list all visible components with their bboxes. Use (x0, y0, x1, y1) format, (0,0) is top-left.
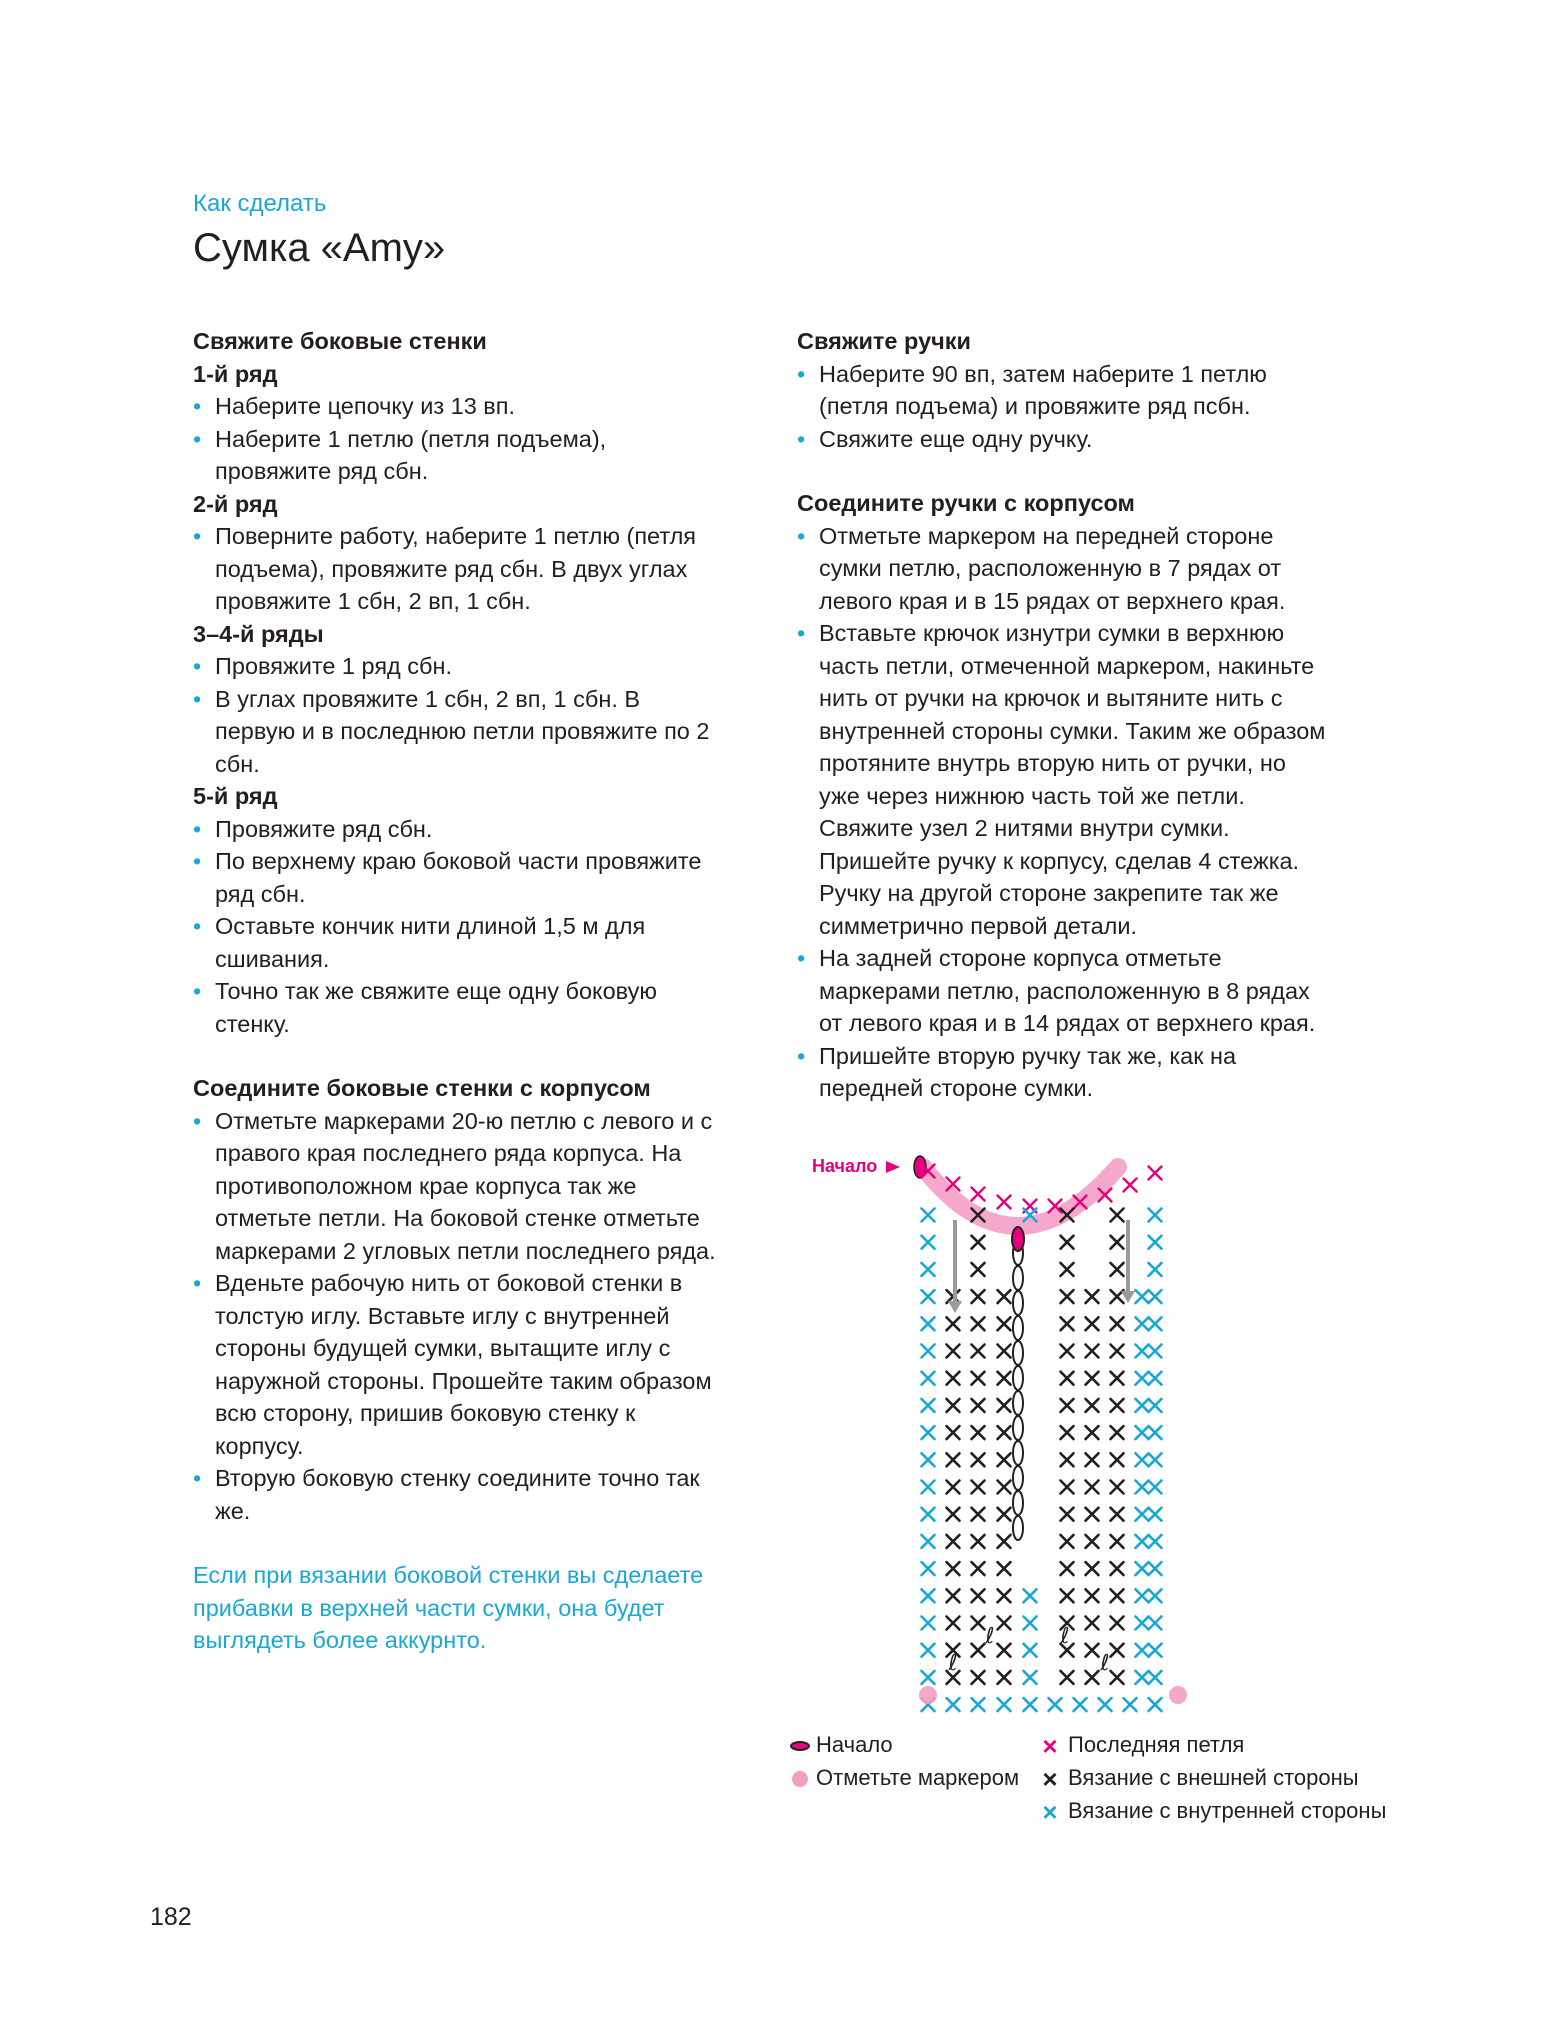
stitch-cross (998, 1481, 1011, 1494)
stitch-cross (1086, 1399, 1099, 1412)
stitch-cross (1149, 1290, 1162, 1303)
stitch-cross (972, 1188, 985, 1201)
page-number: 182 (150, 1903, 192, 1931)
stitch-cross (1111, 1508, 1124, 1521)
stitch-cross (947, 1345, 960, 1358)
chain-stitch (1013, 1391, 1023, 1415)
stitch-cross (1086, 1589, 1099, 1602)
stitch-cross (1149, 1263, 1162, 1276)
stitch-cross (1061, 1508, 1074, 1521)
stitch-cross (1149, 1535, 1162, 1548)
stitch-cross (1111, 1535, 1124, 1548)
stitch-cross (1086, 1562, 1099, 1575)
stitch-cross (1111, 1317, 1124, 1330)
stitch-grid (922, 1165, 1162, 1712)
stitch-cross (1061, 1426, 1074, 1439)
stitch-cross (1149, 1671, 1162, 1684)
sides-heading: Свяжите боковые стенки (193, 328, 487, 354)
legend-start (790, 1728, 893, 1761)
chain-stitch (1013, 1491, 1023, 1515)
stitch-cross (972, 1535, 985, 1548)
stitch-cross (1149, 1167, 1162, 1180)
pink-cross-icon: × (1042, 1731, 1058, 1762)
stitch-cross (998, 1345, 1011, 1358)
stitch-cross (947, 1399, 960, 1412)
stitch-cross (922, 1317, 935, 1330)
stitch-cross (1086, 1453, 1099, 1466)
left-column (193, 325, 723, 1657)
stitch-cross (998, 1535, 1011, 1548)
stitch-cross (1111, 1644, 1124, 1657)
stitch-cross (947, 1562, 960, 1575)
stitch-cross (1149, 1617, 1162, 1630)
stitch-cross (998, 1317, 1011, 1330)
marker-dot (919, 1686, 937, 1704)
stitch-cross (1149, 1236, 1162, 1249)
legend-start-label: Начало (816, 1732, 893, 1757)
stitch-cross (1086, 1290, 1099, 1303)
stitch-cross (922, 1399, 935, 1412)
list-item: • Свяжите еще одну ручку. (797, 423, 1332, 456)
chain-stitch (1013, 1441, 1023, 1465)
stitch-cross (1136, 1453, 1149, 1466)
stitch-cross (1136, 1290, 1149, 1303)
stitch-cross (1061, 1372, 1074, 1385)
stitch-cross (1136, 1671, 1149, 1684)
attach-list (797, 520, 1332, 1105)
stitch-cross (947, 1535, 960, 1548)
stitch-cross (1024, 1671, 1037, 1684)
legend-outer (1040, 1761, 1359, 1794)
stitch-cross (998, 1426, 1011, 1439)
legend-outer-label: Вязание с внешней стороны (1068, 1765, 1359, 1790)
list-item: • Отметьте маркерами 20-ю петлю с левого и с правого края последнего ряда корпуса. На противоположном крае корпуса так же отметьте петли. На боковой стенке отметьте маркерами 2 угловых петли последнего ряда. (193, 1105, 723, 1268)
stitch-cross (1136, 1317, 1149, 1330)
list-item: • Поверните работу, наберите 1 петлю (петля подъема), провяжите ряд сбн. В двух углах провяжите 1 сбн, 2 вп, 1 сбн. (193, 520, 723, 618)
stitch-cross (1086, 1617, 1099, 1630)
stitch-cross (1061, 1236, 1074, 1249)
stitch-cross (1074, 1698, 1087, 1711)
stitch-cross (998, 1399, 1011, 1412)
black-cross-icon: × (1042, 1764, 1058, 1795)
legend-inner (1040, 1794, 1386, 1827)
stitch-cross (972, 1617, 985, 1630)
stitch-cross (947, 1698, 960, 1711)
stitch-cross (1111, 1399, 1124, 1412)
stitch-cross (1136, 1372, 1149, 1385)
list-item: • Отметьте маркером на передней стороне сумки петлю, расположенную в 7 рядах от левого края и в 15 рядах от верхнего края. (797, 520, 1332, 618)
stitch-cross (1149, 1209, 1162, 1222)
stitch-cross (922, 1426, 935, 1439)
stitch-cross (998, 1644, 1011, 1657)
stitch-cross (922, 1617, 935, 1630)
stitch-cross (1149, 1562, 1162, 1575)
list-item: • По верхнему краю боковой части провяжите ряд сбн. (193, 845, 723, 910)
page-title: Сумка «Amy» (193, 226, 446, 270)
section-kicker: Как сделать (193, 190, 327, 217)
stitch-cross (972, 1236, 985, 1249)
stitch-cross (998, 1290, 1011, 1303)
row-1-title: 1-й ряд (193, 360, 278, 387)
stitch-cross (1049, 1698, 1062, 1711)
stitch-cross (1111, 1372, 1124, 1385)
marker-dot-icon (792, 1771, 808, 1787)
chain-stitch (1013, 1466, 1023, 1490)
stitch-cross (1149, 1399, 1162, 1412)
stitch-cross (998, 1589, 1011, 1602)
stitch-cross (998, 1372, 1011, 1385)
stitch-cross (947, 1508, 960, 1521)
blue-cross-icon: × (1042, 1797, 1058, 1828)
legend-marker (790, 1761, 1019, 1794)
stitch-cross (1149, 1589, 1162, 1602)
stitch-cross (1086, 1345, 1099, 1358)
row-3-4-list (193, 650, 723, 780)
stitch-cross (972, 1644, 985, 1657)
tip-note: Если при вязании боковой стенки вы сделаете прибавки в верхней части сумки, она будет выглядеть более аккурнто. (193, 1562, 704, 1653)
stitch-cross (1136, 1426, 1149, 1439)
stitch-cross (922, 1372, 935, 1385)
stitch-cross (1149, 1644, 1162, 1657)
stitch-cross (1061, 1481, 1074, 1494)
list-item: • Вторую боковую стенку соедините точно так же. (193, 1462, 723, 1527)
stitch-cross (1136, 1508, 1149, 1521)
stitch-cross (922, 1236, 935, 1249)
start-arrow-icon (886, 1161, 900, 1173)
stitch-cross (1136, 1617, 1149, 1630)
stitch-cross (1136, 1399, 1149, 1412)
stitch-cross (972, 1671, 985, 1684)
handle-arc (923, 1167, 1118, 1226)
stitch-cross (1111, 1426, 1124, 1439)
list-item: • Наберите 1 петлю (петля подъема), провяжите ряд сбн. (193, 423, 723, 488)
stitch-cross (1111, 1263, 1124, 1276)
stitch-cross (1061, 1317, 1074, 1330)
stitch-cross (972, 1698, 985, 1711)
list-item: • Пришейте вторую ручку так же, как на передней стороне сумки. (797, 1040, 1332, 1105)
stitch-cross (1149, 1372, 1162, 1385)
stitch-cross (972, 1589, 985, 1602)
stitch-cross (998, 1453, 1011, 1466)
stitch-cross (1024, 1589, 1037, 1602)
chain-stitch (1013, 1366, 1023, 1390)
chain-stitch (1013, 1516, 1023, 1540)
stitch-cross (1024, 1617, 1037, 1630)
diagram-start-label: Начало (812, 1156, 878, 1176)
stitch-cross (1149, 1508, 1162, 1521)
start-stitch (1012, 1227, 1024, 1251)
stitch-cross (947, 1617, 960, 1630)
stitch-cross (1149, 1698, 1162, 1711)
stitch-cross (922, 1345, 935, 1358)
stitch-cross (1136, 1644, 1149, 1657)
chain-stitch (1013, 1416, 1023, 1440)
stitch-cross (1086, 1508, 1099, 1521)
list-item: • Провяжите 1 ряд сбн. (193, 650, 723, 683)
stitch-cross (1136, 1535, 1149, 1548)
legend-last-loop-label: Последняя петля (1068, 1732, 1245, 1757)
row-3-4-title: 3–4-й ряды (193, 620, 324, 647)
stitch-cross (1111, 1671, 1124, 1684)
stitch-cross (998, 1671, 1011, 1684)
chain-stitch (1013, 1341, 1023, 1365)
stitch-cross (1086, 1426, 1099, 1439)
stitch-cross (972, 1426, 985, 1439)
handles-heading: Свяжите ручки (797, 328, 972, 354)
attach-heading: Соедините ручки с корпусом (797, 490, 1135, 516)
stitch-cross (947, 1453, 960, 1466)
stitch-cross (1061, 1290, 1074, 1303)
corner-loop-icon: ℓ (1060, 1624, 1070, 1649)
stitch-cross (1111, 1209, 1124, 1222)
stitch-cross (922, 1535, 935, 1548)
stitch-cross (1086, 1671, 1099, 1684)
stitch-cross (1086, 1481, 1099, 1494)
stitch-cross (972, 1508, 985, 1521)
row-1-list (193, 390, 723, 488)
row-2-list (193, 520, 723, 618)
stitch-cross (1136, 1481, 1149, 1494)
crochet-diagram (790, 1135, 1210, 1715)
stitch-cross (1061, 1263, 1074, 1276)
list-item: • В углах провяжите 1 сбн, 2 вп, 1 сбн. В первую и в последнюю петли провяжите по 2 сбн. (193, 683, 723, 781)
stitch-cross (1149, 1481, 1162, 1494)
stitch-cross (922, 1209, 935, 1222)
stitch-cross (972, 1399, 985, 1412)
stitch-cross (1086, 1535, 1099, 1548)
stitch-cross (972, 1453, 985, 1466)
stitch-cross (922, 1589, 935, 1602)
stitch-cross (998, 1508, 1011, 1521)
marker-dot (1169, 1686, 1187, 1704)
stitch-cross (1061, 1453, 1074, 1466)
legend-marker-label: Отметьте маркером (816, 1765, 1020, 1790)
stitch-cross (1111, 1589, 1124, 1602)
stitch-cross (922, 1263, 935, 1276)
stitch-cross (922, 1644, 935, 1657)
stitch-cross (1149, 1345, 1162, 1358)
stitch-cross (922, 1508, 935, 1521)
stitch-cross (1061, 1562, 1074, 1575)
list-item: • Наберите 90 вп, затем наберите 1 петлю (петля подъема) и провяжите ряд псбн. (797, 358, 1332, 423)
list-item: • Вставьте крючок изнутри сумки в верхнюю часть петли, отмеченной маркером, накиньте нить от ручки на крючок и вытяните нить с внутренней стороны сумки. Таким же образом протяните внутрь вторую нить от ручки, но уже через нижнюю часть той же петли. Свяжите узел 2 нитями внутри сумки. Пришейте ручку к корпусу, сделав 4 стежка. Ручку на другой стороне закрепите так же симметрично первой детали. (797, 617, 1332, 942)
chain-stitch (1013, 1291, 1023, 1315)
row-5-title: 5-й ряд (193, 783, 278, 809)
stitch-cross (1024, 1698, 1037, 1711)
stitch-cross (1086, 1317, 1099, 1330)
stitch-cross (947, 1372, 960, 1385)
stitch-cross (1124, 1179, 1137, 1192)
list-item: • Оставьте кончик нити длиной 1,5 м для сшивания. (193, 910, 723, 975)
stitch-cross (947, 1317, 960, 1330)
stitch-cross (998, 1196, 1011, 1209)
stitch-cross (922, 1290, 935, 1303)
stitch-cross (1061, 1535, 1074, 1548)
right-column (797, 325, 1332, 1105)
chain-stitch (1013, 1316, 1023, 1340)
stitch-cross (1061, 1671, 1074, 1684)
stitch-cross (998, 1562, 1011, 1575)
list-item: • На задней стороне корпуса отметьте маркерами петлю, расположенную в 8 рядах от левого края и в 14 рядах от верхнего края. (797, 942, 1332, 1040)
stitch-cross (1136, 1345, 1149, 1358)
stitch-cross (1149, 1453, 1162, 1466)
list-item: • Наберите цепочку из 13 вп. (193, 390, 723, 423)
stitch-cross (922, 1453, 935, 1466)
row-2-title: 2-й ряд (193, 490, 278, 517)
stitch-cross (972, 1290, 985, 1303)
legend-inner-label: Вязание с внутренней стороны (1068, 1798, 1387, 1823)
stitch-cross (922, 1671, 935, 1684)
stitch-cross (972, 1345, 985, 1358)
start-oval-icon (790, 1741, 810, 1751)
stitch-cross (1111, 1345, 1124, 1358)
list-item: • Провяжите ряд сбн. (193, 813, 723, 846)
corner-loop-icon: ℓ (1100, 1651, 1110, 1676)
stitch-cross (1149, 1426, 1162, 1439)
legend-last-loop (1040, 1728, 1244, 1761)
stitch-cross (1086, 1372, 1099, 1385)
stitch-cross (1099, 1698, 1112, 1711)
stitch-cross (947, 1589, 960, 1602)
chain-stitch (1013, 1266, 1023, 1290)
list-item: • Вденьте рабочую нить от боковой стенки в толстую иглу. Вставьте иглу с внутренней стороны будущей сумки, вытащите иглу с наружной стороны. Прошейте таким образом всю сторону, пришив боковую стенку к корпусу. (193, 1267, 723, 1462)
stitch-cross (1111, 1562, 1124, 1575)
stitch-cross (1061, 1345, 1074, 1358)
stitch-cross (947, 1426, 960, 1439)
stitch-cross (1111, 1236, 1124, 1249)
stitch-cross (1124, 1698, 1137, 1711)
stitch-cross (1111, 1290, 1124, 1303)
stitch-cross (1136, 1562, 1149, 1575)
handles-list (797, 358, 1332, 456)
stitch-cross (1136, 1589, 1149, 1602)
stitch-cross (1111, 1453, 1124, 1466)
stitch-cross (998, 1698, 1011, 1711)
row-5-list (193, 813, 723, 1041)
stitch-cross (998, 1617, 1011, 1630)
stitch-cross (922, 1562, 935, 1575)
stitch-cross (972, 1481, 985, 1494)
stitch-cross (1061, 1399, 1074, 1412)
stitch-cross (972, 1263, 985, 1276)
arrow-head-icon (948, 1301, 962, 1313)
stitch-cross (1086, 1644, 1099, 1657)
stitch-cross (972, 1562, 985, 1575)
stitch-cross (1149, 1317, 1162, 1330)
stitch-cross (972, 1372, 985, 1385)
corner-loop-icon: ℓ (985, 1624, 995, 1649)
stitch-cross (1111, 1617, 1124, 1630)
stitch-cross (1061, 1589, 1074, 1602)
stitch-cross (972, 1317, 985, 1330)
stitch-cross (1111, 1481, 1124, 1494)
stitch-cross (922, 1481, 935, 1494)
join-heading: Соедините боковые стенки с корпусом (193, 1075, 651, 1101)
join-list (193, 1105, 723, 1528)
stitch-cross (947, 1481, 960, 1494)
list-item: • Точно так же свяжите еще одну боковую стенку. (193, 975, 723, 1040)
corner-loop-icon: ℓ (948, 1651, 958, 1676)
stitch-cross (1024, 1644, 1037, 1657)
